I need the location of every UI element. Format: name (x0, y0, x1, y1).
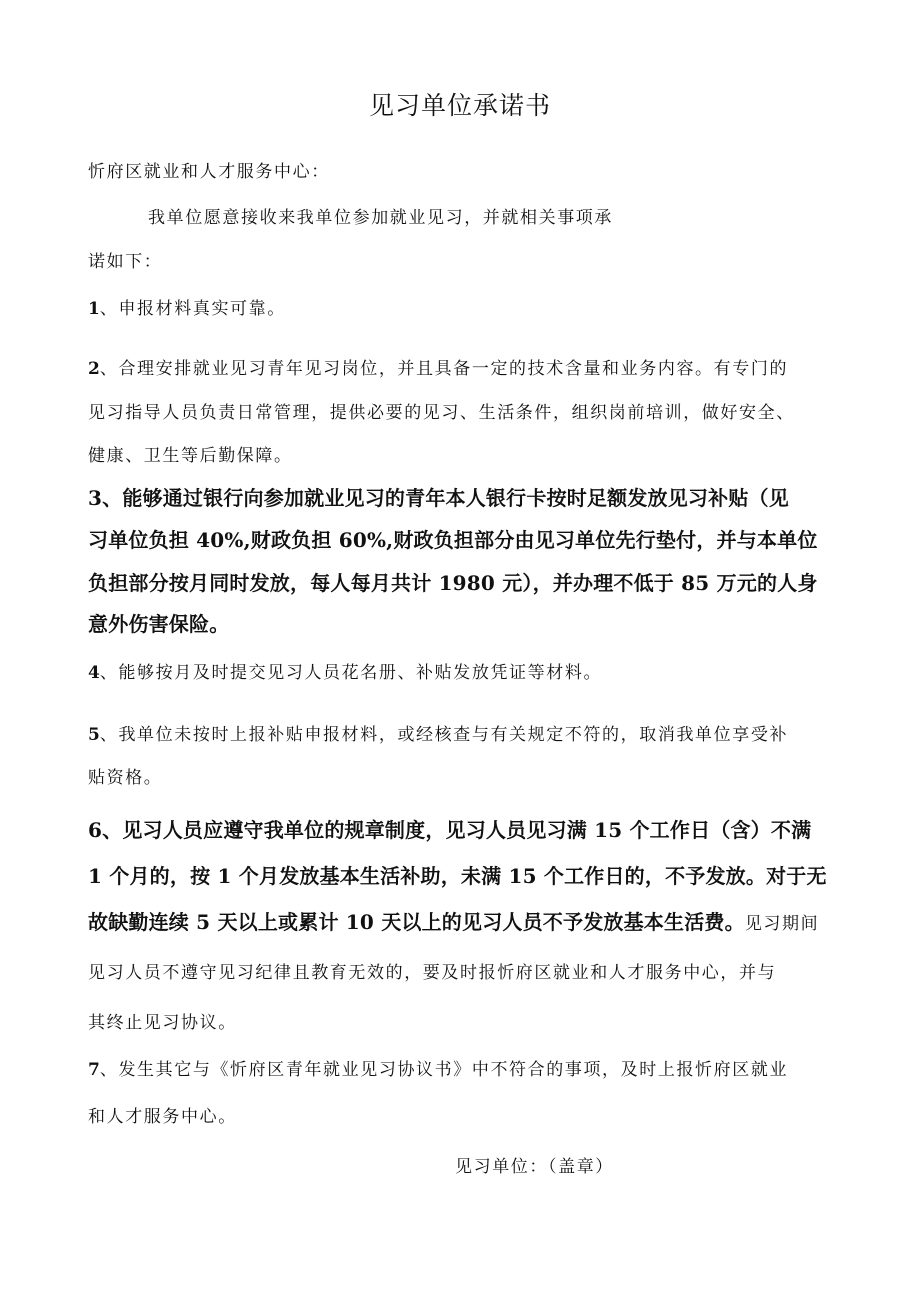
item-3-line-4: 意外伤害保险。 (88, 612, 230, 636)
item-7-text: 、发生其它与《忻府区青年就业见习协议书》中不符合的事项，及时上报忻府区就业 (99, 1060, 789, 1080)
item-5-line-2: 贴资格。 (88, 768, 163, 788)
item-5-text: 、我单位未按时上报补贴申报材料，或经核查与有关规定不符的，取消我单位享受补 (99, 725, 789, 745)
item-7-line-2: 和人才服务中心。 (88, 1107, 237, 1127)
item-4 (88, 661, 602, 685)
item-2-text: 、合理安排就业见习青年见习岗位，并且具备一定的技术含量和业务内容。有专门的 (99, 359, 789, 379)
item-6-line-3-normal: 见习期间 (744, 914, 820, 934)
item-2-line-1 (88, 357, 788, 381)
item-3-line-1: 3、能够通过银行向参加就业见习的青年本人银行卡按时足额发放见习补贴（见 (88, 486, 789, 510)
item-1 (88, 297, 286, 321)
document-title: 见习单位承诺书 (368, 91, 551, 120)
item-6-line-3-bold: 故缺勤连续 5 天以上或累计 10 天以上的见习人员不予发放基本生活费。 (88, 910, 745, 934)
item-6-line-2: 1 个月的，按 1 个月发放基本生活补助，未满 15 个工作日的，不予发放。对于无 (88, 864, 827, 888)
item-1-text: 、申报材料真实可靠。 (99, 299, 286, 319)
item-5-number: 5 (88, 725, 100, 745)
signature-seal-line: 见习单位：（盖章） (455, 1157, 614, 1177)
item-4-number: 4 (88, 663, 100, 683)
intro-line-1: 我单位愿意接收来我单位参加就业见习，并就相关事项承 (148, 208, 613, 228)
item-2-line-2: 见习指导人员负责日常管理，提供必要的见习、生活条件，组织岗前培训，做好安全、 (88, 403, 795, 423)
item-3-line-2: 习单位负担 40%,财政负担 60%,财政负担部分由见习单位先行垫付，并与本单位 (88, 528, 818, 552)
item-6-line-4: 见习人员不遵守见习纪律且教育无效的，要及时报忻府区就业和人才服务中心，并与 (88, 963, 777, 983)
item-7-line-1 (88, 1058, 788, 1082)
item-6-line-3 (88, 910, 819, 936)
item-1-number: 1 (88, 299, 100, 319)
addressee: 忻府区就业和人才服务中心： (88, 162, 330, 182)
item-6-line-5: 其终止见习协议。 (88, 1013, 237, 1033)
item-7-number: 7 (88, 1060, 100, 1080)
item-2-line-3: 健康、卫生等后勤保障。 (88, 446, 293, 466)
intro-line-2: 诺如下： (88, 252, 163, 272)
item-4-text: 、能够按月及时提交见习人员花名册、补贴发放凭证等材料。 (99, 663, 603, 683)
item-6-line-1: 6、见习人员应遵守我单位的规章制度，见习人员见习满 15 个工作日（含）不满 (88, 818, 812, 842)
item-5-line-1 (88, 723, 788, 747)
item-2-number: 2 (88, 359, 100, 379)
item-3-line-3: 负担部分按月同时发放，每人每月共计 1980 元），并办理不低于 85 万元的人身 (88, 571, 818, 595)
